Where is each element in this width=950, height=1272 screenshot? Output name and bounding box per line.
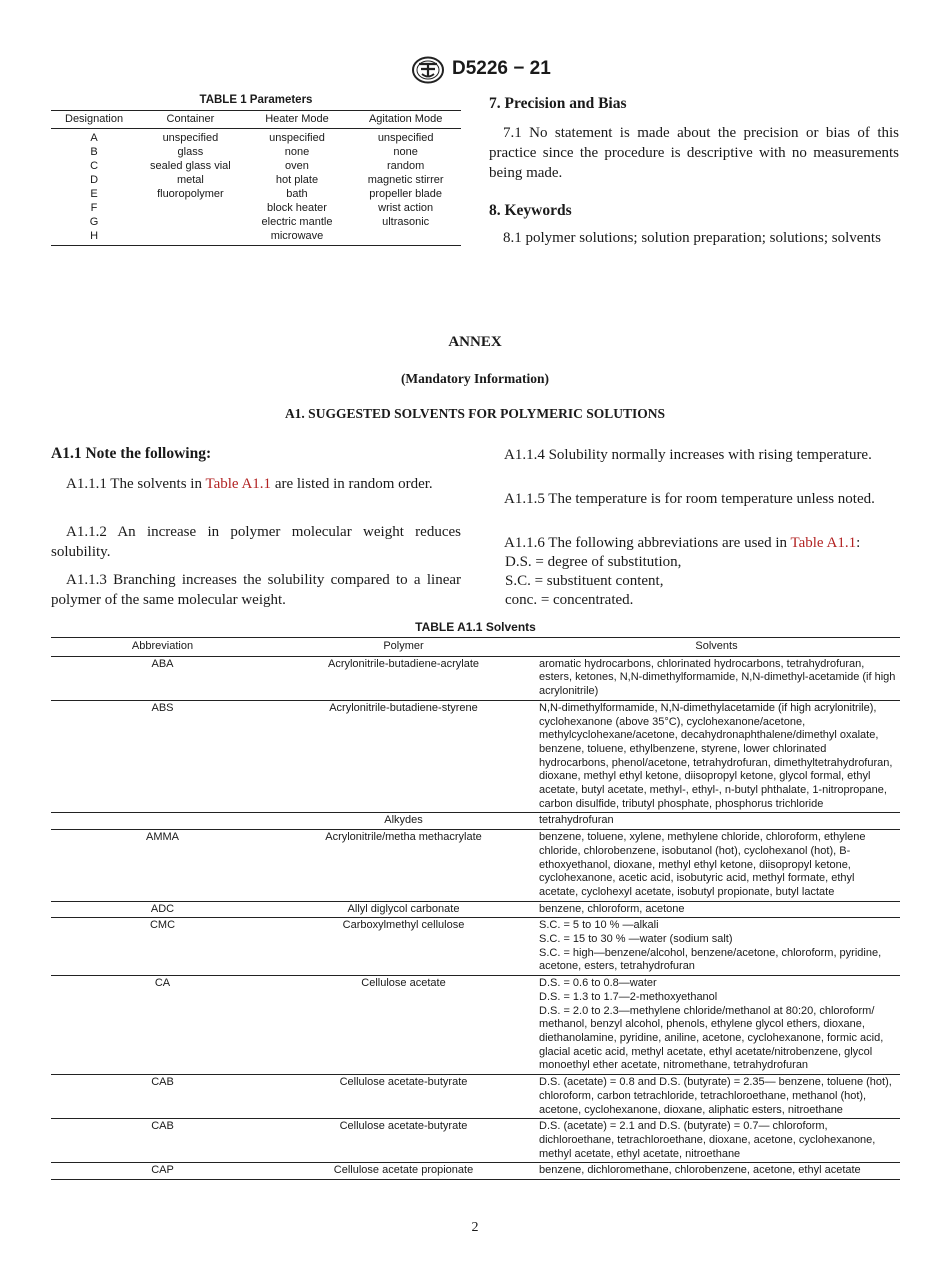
section-8-heading: 8. Keywords <box>489 202 572 219</box>
a1-1-6-text-end: : <box>856 535 861 551</box>
table-cell: bath <box>286 188 308 200</box>
a1-1-1-paragraph <box>51 474 461 494</box>
table-cell: A <box>90 132 98 144</box>
solvents-line: S.C. = 5 to 10 % —alkali <box>539 919 659 932</box>
table-cell: unspecified <box>377 132 434 144</box>
table-cell: electric mantle <box>261 216 333 228</box>
a1-1-6-text: A1.1.6 The following abbreviations are used in <box>504 535 791 551</box>
table-header-cell: Solvents <box>533 638 900 657</box>
table-1-grid <box>51 110 461 246</box>
table-a1-1-grid <box>51 637 900 1180</box>
section-8-1-paragraph: 8.1 polymer solutions; solution preparation; solutions; solvents <box>503 230 881 246</box>
solvents-line: S.C. = 15 to 30 % —water (sodium salt) <box>539 933 733 946</box>
section-7-heading: 7. Precision and Bias <box>489 95 627 112</box>
abbreviation-cell: CAB <box>51 1119 274 1163</box>
table-cell: none <box>393 146 418 158</box>
table-1-caption: TABLE 1 Parameters <box>199 94 313 106</box>
abbreviation-cell: ABA <box>51 656 274 700</box>
table-header-cell: Designation <box>51 111 137 129</box>
page-header <box>0 56 950 86</box>
solvents-cell <box>533 1163 900 1180</box>
a1-1-1-text-end: are listed in random order. <box>271 476 433 492</box>
astm-logo-icon <box>411 56 445 84</box>
polymer-cell: Acrylonitrile/metha methacrylate <box>274 830 533 902</box>
table-cell <box>137 229 244 246</box>
table-row <box>51 215 461 229</box>
annex-a1-heading: A1. SUGGESTED SOLVENTS FOR POLYMERIC SOLUTIONS <box>284 406 666 421</box>
table-row <box>51 187 461 201</box>
table-row <box>51 229 461 246</box>
annex-subtitle: (Mandatory Information) <box>400 371 550 386</box>
table-cell: microwave <box>244 229 351 246</box>
table-row <box>51 201 461 215</box>
table-cell: magnetic stirrer <box>367 174 444 186</box>
a1-1-3-paragraph: A1.1.3 Branching increases the solubility compared to a linear polymer of the same molecular weight. <box>51 572 461 608</box>
table-cell: D <box>90 174 99 186</box>
table-cell: unspecified <box>269 132 325 144</box>
solvents-line: D.S. = 2.0 to 2.3—methylene chloride/methanol at 80:20, chloroform/ methanol, benzyl alcohol, phenols, ethylene glycol ethers, dioxane, diethanolamine, pyridine, aniline, acetone, cyclohexanone, formic acid, glacial acetic acid, methyl acetate, ethyl acetate/nitrobenzene, glycol monoethyl ether acetate, nitromethane, tetrahydrofuran <box>539 1004 884 1072</box>
table-cell: sealed glass vial <box>150 160 231 172</box>
table-row <box>51 159 461 173</box>
solvents-line: tetrahydrofuran <box>539 814 614 827</box>
polymer-cell: Alkydes <box>274 813 533 830</box>
abbreviation-conc: conc. = concentrated. <box>505 592 634 608</box>
abbreviation-cell: CAB <box>51 1075 274 1119</box>
table-cell: F <box>90 202 98 214</box>
solvents-line: D.S. = 0.6 to 0.8—water <box>539 977 657 990</box>
table-row <box>51 656 900 700</box>
table-cell <box>350 229 461 246</box>
polymer-cell: Cellulose acetate propionate <box>274 1163 533 1180</box>
table-cell: B <box>90 146 98 158</box>
solvents-cell <box>533 1075 900 1119</box>
table-cell: none <box>284 146 310 158</box>
solvents-cell <box>533 830 900 902</box>
solvents-line: benzene, toluene, xylene, methylene chloride, chloroform, ethylene chloride, chlorobenzene, isobutanol (hot), cyclohexanol (hot), B-ethoxyethanol, dioxane, methyl ethyl ketone, diisopropyl ketone, cyclohexanone, acetic acid, isobutyric acid, methyl formate, ethyl acetate, cyclohexyl acetate, isobutyl propionate, butyl lactate <box>539 831 866 898</box>
table-cell: fluoropolymer <box>157 188 224 200</box>
a1-1-4-paragraph: A1.1.4 Solubility normally increases with rising temperature. <box>504 447 872 463</box>
a1-1-heading: A1.1 Note the following: <box>51 445 212 462</box>
solvents-cell <box>533 656 900 700</box>
table-cell: block heater <box>267 202 327 214</box>
table-cell: metal <box>176 174 204 186</box>
polymer-cell: Cellulose acetate-butyrate <box>274 1075 533 1119</box>
a1-1-6-paragraph <box>489 533 899 553</box>
polymer-cell: Acrylonitrile-butadiene-acrylate <box>274 656 533 700</box>
solvents-cell <box>533 1119 900 1163</box>
solvents-cell <box>533 918 900 976</box>
polymer-cell: Cellulose acetate-butyrate <box>274 1119 533 1163</box>
table-row <box>51 1075 900 1119</box>
abbreviation-cell <box>51 813 274 830</box>
table-cell: propeller blade <box>369 188 443 200</box>
table-cell: G <box>89 216 99 228</box>
table-row <box>51 145 461 159</box>
abbreviation-cell: AMMA <box>51 830 274 902</box>
table-cell: hot plate <box>275 174 319 186</box>
table-row <box>51 813 900 830</box>
table-row <box>51 129 461 146</box>
table-cell: glass <box>177 146 204 158</box>
solvents-line: D.S. (acetate) = 2.1 and D.S. (butyrate) = 0.7— chloroform, dichloroethane, tetrachloroethane, dioxane, acetone, cyclohexanone, methyl acetate, ethyl acetate, nitroethane <box>539 1120 876 1160</box>
abbreviation-cell: ADC <box>51 901 274 918</box>
table-row <box>51 1119 900 1163</box>
table-cell <box>137 201 244 215</box>
solvents-cell <box>533 976 900 1075</box>
a1-1-1-text: A1.1.1 The solvents in <box>66 476 206 492</box>
table-row <box>51 976 900 1075</box>
abbreviation-cell: CAP <box>51 1163 274 1180</box>
a1-1-5-paragraph: A1.1.5 The temperature is for room temperature unless noted. <box>504 491 875 507</box>
table-row <box>51 918 900 976</box>
table-row <box>51 901 900 918</box>
table-cell: C <box>90 160 99 172</box>
abbreviation-cell: CA <box>51 976 274 1075</box>
table-row <box>51 1163 900 1180</box>
abbreviation-ds: D.S. = degree of substitution, <box>505 554 682 570</box>
table-cell: random <box>386 160 425 172</box>
table-cell: wrist action <box>378 202 434 214</box>
a1-1-2-paragraph: A1.1.2 An increase in polymer molecular weight reduces solubility. <box>51 524 461 560</box>
solvents-line: aromatic hydrocarbons, chlorinated hydrocarbons, tetrahydrofuran, esters, ketones, N,N-dimethylformamide, N,N-dimethyl-acetamide (if high acrylonitrile) <box>539 657 896 698</box>
table-cell <box>137 215 244 229</box>
table-header-cell: Abbreviation <box>51 638 274 657</box>
solvents-cell <box>533 700 900 813</box>
document-id: D5226 − 21 <box>452 58 551 79</box>
table-row <box>51 830 900 902</box>
table-header-cell: Container <box>137 111 244 129</box>
solvents-line: benzene, chloroform, acetone <box>539 902 685 915</box>
abbreviation-cell: ABS <box>51 700 274 813</box>
solvents-line: N,N-dimethylformamide, N,N-dimethylacetamide (if high acrylonitrile), cyclohexanone (above 35°C), cyclohexanone/acetone, methylcyclohexane/acetone, decahydronaphthalene/dimethyl oxalate, benzene, toluene, ethylbenzene, styrene, lower chlorinated hydrocarbons, phenol/acetone, tetrahydrofuran, dimethyltetrahydrofuran, dioxane, methyl ethyl ketone, diisopropyl ketone, glycol formal, ethyl acetate, butyl acetate, methyl-, ethyl-, n-butyl phthalate, 1-nitropropane, carbon disulfide, tributyl phosphate, phosphorus trichloride <box>539 701 893 810</box>
table-header-cell: Polymer <box>274 638 533 657</box>
abbreviation-cell: CMC <box>51 918 274 976</box>
solvents-line: benzene, dichloromethane, chlorobenzene, acetone, ethyl acetate <box>539 1164 861 1177</box>
table-cell: E <box>90 188 98 200</box>
polymer-cell: Cellulose acetate <box>274 976 533 1075</box>
page-number: 2 <box>471 1220 479 1235</box>
solvents-cell <box>533 813 900 830</box>
abbreviation-sc: S.C. = substituent content, <box>505 573 664 589</box>
table-cell: ultrasonic <box>382 216 430 228</box>
table-a1-1 <box>51 620 900 1180</box>
annex-title: ANNEX <box>448 334 502 350</box>
polymer-cell: Acrylonitrile-butadiene-styrene <box>274 700 533 813</box>
section-7-1-paragraph: 7.1 No statement is made about the precision or bias of this practice since the procedure is descriptive with no measurements being made. <box>489 125 899 181</box>
solvents-line: D.S. = 1.3 to 1.7—2-methoxyethanol <box>539 990 718 1003</box>
solvents-line: S.C. = high—benzene/alcohol, benzene/acetone, chloroform, pyridine, acetone, esters, tetrahydrofuran <box>539 946 882 973</box>
solvents-cell <box>533 901 900 918</box>
table-header-cell: Heater Mode <box>244 111 351 129</box>
table-a1-1-link[interactable]: Table A1.1 <box>790 535 857 551</box>
table-1 <box>51 94 461 246</box>
polymer-cell: Allyl diglycol carbonate <box>274 901 533 918</box>
solvents-line: D.S. (acetate) = 0.8 and D.S. (butyrate) = 2.35— benzene, toluene (hot), chloroform, carbon tetrachloride, tetrachloroethane, methanol (hot), acetone, cyclohexanone, dioxane, aliphatic esters, nitroethane <box>539 1076 892 1116</box>
table-row <box>51 700 900 813</box>
table-cell: unspecified <box>162 132 219 144</box>
table-cell: oven <box>285 160 309 172</box>
table-header-cell: Agitation Mode <box>350 111 461 129</box>
table-row <box>51 173 461 187</box>
polymer-cell: Carboxylmethyl cellulose <box>274 918 533 976</box>
table-a1-1-caption: TABLE A1.1 Solvents <box>415 620 536 634</box>
table-cell: H <box>51 229 137 246</box>
table-a1-1-link[interactable]: Table A1.1 <box>205 476 272 492</box>
